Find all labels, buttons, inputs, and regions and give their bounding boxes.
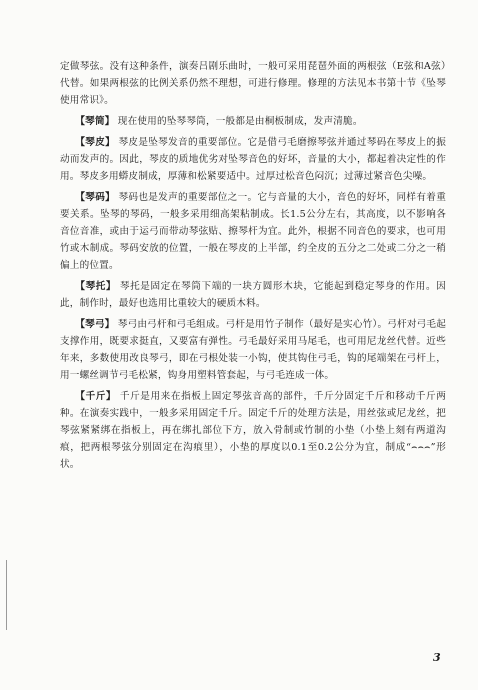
page-body	[60, 58, 446, 477]
paragraph-text: 千斤是用来在指板上固定琴弦音高的部件，千斤分固定千斤和移动千斤两种。在演奏实践中，一般多采用固定千斤。固定千斤的处理方法是，用丝弦或尼龙丝，把琴弦紧紧绑在指板上，再在绑扎部位下方，放入骨制或竹制的小垫（小垫上刻有两道沟痕，把两根琴弦分别固定在沟痕里），小垫的厚度以0.1至0.2公分为宜，制成“⌢⌢⌢”形状。	[60, 391, 447, 470]
paragraph	[60, 316, 446, 384]
section-term: 【琴筒】	[75, 116, 115, 127]
paragraph-text: 琴弓由弓杆和弓毛组成。弓杆是用竹子制作（最好是实心竹）。弓杆对弓毛起支撑作用，既要求挺直，又要富有弹性。弓毛最好采用马尾毛，也可用尼龙丝代替。近些年来，多数使用改良琴弓，即在弓根处装一小钩，使其钩住弓毛，钩的尾端架在弓杆上，用一螺丝调节弓毛松紧，钩身用塑料管套起，与弓毛连成一体。	[60, 319, 446, 381]
paragraph-text: 琴码也是发声的重要部位之一。它与音量的大小，音色的好坏，同样有着重要关系。坠琴的琴码，一般多采用细高架粘制成。长1.5公分左右，其高度，以不影响各音位音准，或由于运弓而带动琴弦贴、擦琴杆为宜。此外，根据不同音色的要求，也可用竹或木制成。琴码安放的位置，一般在琴皮的上半部，约全皮的五分之二处或二分之一稍偏上的位置。	[60, 192, 446, 271]
paragraph	[60, 58, 446, 109]
paragraph-text: 琴托是固定在琴筒下端的一块方圆形木块，它能起到稳定琴身的作用。因此，制作时，最好也选用比重较大的硬质木料。	[60, 281, 447, 309]
section-term: 【琴码】	[75, 192, 116, 203]
paragraph	[60, 388, 446, 473]
paragraph	[60, 134, 446, 185]
paragraph	[60, 189, 446, 274]
paragraph	[60, 278, 446, 312]
paragraph-text: 定做琴弦。没有这种条件，演奏吕剧乐曲时，一般可采用琵琶外面的两根弦（E弦和A弦）代替。如果两根弦的比例关系仍然不理想，可进行修理。修理的方法见本书第十节《坠琴使用常识》。	[60, 61, 446, 106]
page-number: 3	[433, 651, 441, 664]
margin-scan-mark	[6, 560, 7, 630]
section-term: 【琴弓】	[75, 319, 115, 330]
section-term: 【千斤】	[75, 391, 117, 402]
paragraph-text: 现在使用的坠琴琴筒，一般都是由桐板制成，发声清脆。	[117, 116, 363, 127]
paragraph	[60, 113, 446, 130]
section-term: 【琴托】	[75, 281, 117, 292]
paragraph-text: 琴皮是坠琴发音的重要部位。它是借弓毛磨擦琴弦并通过琴码在琴皮上的振动而发声的。因此，琴皮的质地优劣对坠琴音色的好坏，音量的大小，都起着决定性的作用。琴皮多用蟒皮制成，厚薄和松紧要适中。过厚过松音色闷沉；过薄过紧音色尖噪。	[60, 137, 446, 182]
section-term: 【琴皮】	[75, 137, 116, 148]
